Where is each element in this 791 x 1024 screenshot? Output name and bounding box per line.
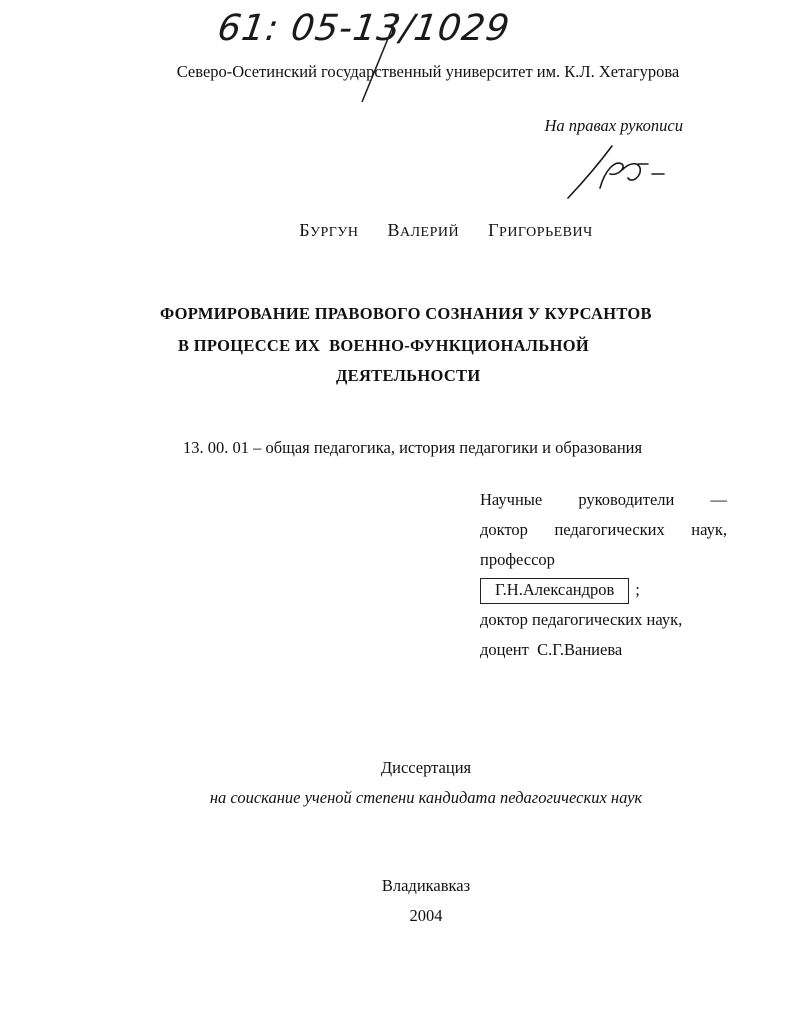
rights-note: На правах рукописи — [544, 116, 683, 135]
archive-mark: 61: 05-13/1029 — [215, 8, 513, 49]
supervisor-1-suffix: ; — [635, 580, 640, 599]
archive-slash — [350, 10, 410, 105]
author-patronymic: ГРИГОРЬЕВИЧ — [488, 220, 593, 240]
title-line-3: ДЕЯТЕЛЬНОСТИ — [336, 366, 481, 385]
work-type: Диссертация — [380, 758, 472, 777]
supervisor-2-degree: доктор педагогических наук, — [480, 610, 683, 629]
author-name — [0, 220, 791, 241]
supervisor-1-name-box: Г.Н.Александров — [480, 578, 629, 604]
supervisors-heading: Научные руководители — — [480, 490, 727, 509]
signature — [560, 140, 670, 205]
supervisor-2-name: доцент С.Г.Ваниева — [480, 640, 623, 659]
supervisor-1-degree: доктор педагогических наук, — [480, 520, 727, 539]
supervisor-1-name-row — [480, 578, 727, 604]
supervisor-1-title: профессор — [480, 550, 555, 569]
degree-line: на соискание ученой степени кандидата педагогических наук — [209, 788, 643, 807]
specialty-code: 13. 00. 01 – общая педагогика, история педагогики и образования — [183, 438, 643, 457]
university-name: Северо-Осетинский государственный университет им. К.Л. Хетагурова — [176, 62, 680, 81]
city: Владикавказ — [381, 876, 471, 895]
author-surname: БУРГУН — [299, 220, 359, 240]
title-line-1: ФОРМИРОВАНИЕ ПРАВОВОГО СОЗНАНИЯ У КУРСАНТОВ — [160, 304, 652, 323]
year: 2004 — [409, 906, 443, 925]
title-line-2: В ПРОЦЕССЕ ИХ ВОЕННО-ФУНКЦИОНАЛЬНОЙ — [178, 336, 590, 355]
author-first-name: ВАЛЕРИЙ — [387, 220, 460, 240]
